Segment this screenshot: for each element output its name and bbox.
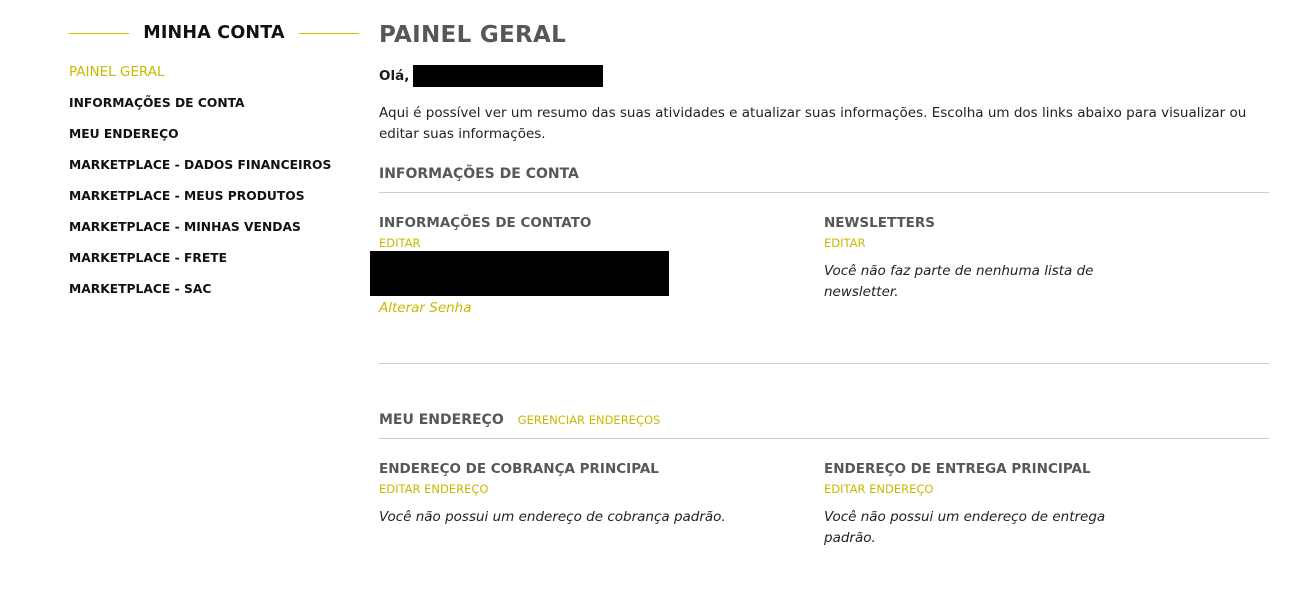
redacted-contact-info: [370, 251, 669, 296]
dashboard-main: [379, 20, 1269, 549]
billing-address-edit-link[interactable]: EDITAR ENDEREÇO: [379, 482, 489, 496]
address-header: [379, 410, 1269, 439]
sidebar-nav: [69, 64, 359, 312]
account-sidebar: [69, 20, 359, 312]
sidebar-item-meus-produtos[interactable]: MARKETPLACE - MEUS PRODUTOS: [69, 189, 305, 203]
intro-text: Aqui é possível ver um resumo das suas atividades e atualizar suas informações. Escolha um dos links abaixo para visualizar ou editar suas informações.: [379, 105, 1247, 142]
address-columns: [379, 460, 1269, 549]
newsletters-title: NEWSLETTERS: [824, 215, 936, 231]
shipping-address-text: Você não possui um endereço de entrega padrão.: [824, 509, 1106, 546]
sidebar-header: [69, 20, 359, 46]
newsletters-status-text: Você não faz parte de nenhuma lista de newsletter.: [824, 263, 1094, 300]
page-title: PAINEL GERAL: [379, 22, 567, 48]
manage-addresses-link[interactable]: GERENCIAR ENDEREÇOS: [517, 413, 661, 427]
shipping-address-box: [824, 460, 1269, 549]
sidebar-header-line-left: [69, 33, 129, 34]
address-section: [379, 410, 1269, 549]
sidebar-item-informacoes-de-conta[interactable]: INFORMAÇÕES DE CONTA: [69, 96, 245, 110]
contact-info-box: [379, 214, 824, 318]
newsletters-edit-link[interactable]: EDITAR: [824, 236, 866, 250]
sidebar-item-sac[interactable]: MARKETPLACE - SAC: [69, 282, 212, 296]
newsletters-box: [824, 214, 1269, 318]
account-info-title: INFORMAÇÕES DE CONTA: [379, 166, 579, 182]
shipping-address-title: ENDEREÇO DE ENTREGA PRINCIPAL: [824, 461, 1091, 477]
account-info-columns: [379, 214, 1269, 318]
sidebar-item-frete[interactable]: MARKETPLACE - FRETE: [69, 251, 228, 265]
sidebar-item-painel-geral[interactable]: PAINEL GERAL: [69, 64, 165, 80]
sidebar-item-dados-financeiros[interactable]: MARKETPLACE - DADOS FINANCEIROS: [69, 158, 332, 172]
contact-edit-link[interactable]: EDITAR: [379, 236, 421, 250]
billing-address-box: [379, 460, 824, 549]
sidebar-header-line-right: [299, 33, 359, 34]
redacted-customer-name: [413, 65, 603, 87]
address-title: MEU ENDEREÇO: [379, 412, 504, 428]
billing-address-title: ENDEREÇO DE COBRANÇA PRINCIPAL: [379, 461, 659, 477]
change-password-link[interactable]: Alterar Senha: [379, 300, 472, 316]
billing-address-text: Você não possui um endereço de cobrança padrão.: [379, 509, 726, 525]
account-info-header: [379, 164, 1269, 193]
sidebar-item-minhas-vendas[interactable]: MARKETPLACE - MINHAS VENDAS: [69, 220, 301, 234]
section-divider: [379, 363, 1269, 364]
contact-info-title: INFORMAÇÕES DE CONTATO: [379, 215, 592, 231]
greeting-label: Olá,: [379, 68, 410, 84]
sidebar-item-meu-endereco[interactable]: MEU ENDEREÇO: [69, 127, 179, 141]
greeting: [379, 65, 1269, 87]
account-info-section: [379, 164, 1269, 364]
shipping-address-edit-link[interactable]: EDITAR ENDEREÇO: [824, 482, 934, 496]
sidebar-title: MINHA CONTA: [143, 23, 285, 43]
